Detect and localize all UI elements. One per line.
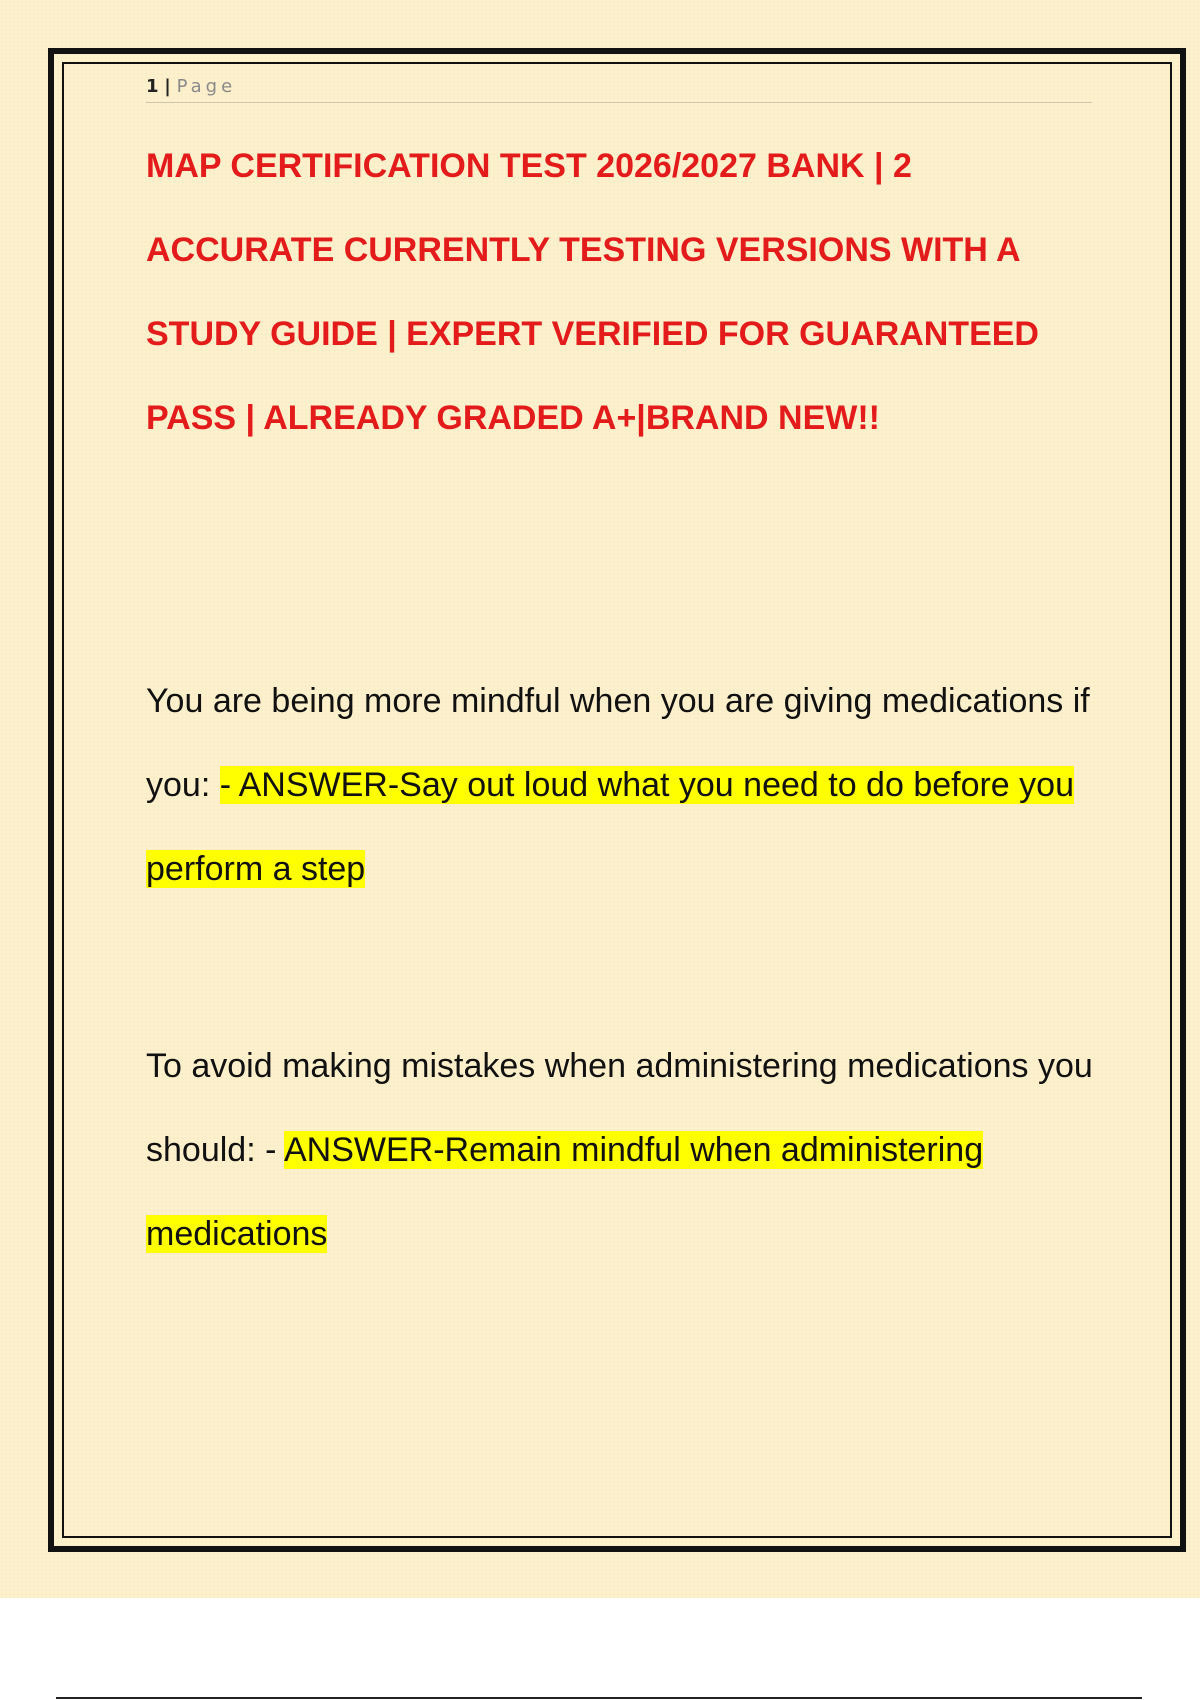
question-text: You are being more mindful when you are giving medications if you: <box>146 682 1090 804</box>
qa-item-2 <box>146 1024 1096 1276</box>
question-text: To avoid making mistakes when administering medications you should: - <box>146 1047 1093 1169</box>
document-title: MAP CERTIFICATION TEST 2026/2027 BANK | 2 ACCURATE CURRENTLY TESTING VERSIONS WITH A STUDY GUIDE | EXPERT VERIFIED FOR GUARANTEED PASS | ALREADY GRADED A+|BRAND NEW!! <box>146 147 1039 437</box>
page-number: 1 <box>146 76 159 97</box>
page-separator: | <box>164 76 171 97</box>
answer-highlight: ANSWER-Remain mindful when administering medications <box>146 1131 984 1253</box>
qa-item-1 <box>146 659 1096 911</box>
page-label: Page <box>176 76 237 97</box>
answer-highlight: - ANSWER-Say out loud what you need to do before you perform a step <box>146 766 1074 888</box>
next-page-top-rule <box>56 1697 1142 1699</box>
page-header <box>146 66 1092 103</box>
